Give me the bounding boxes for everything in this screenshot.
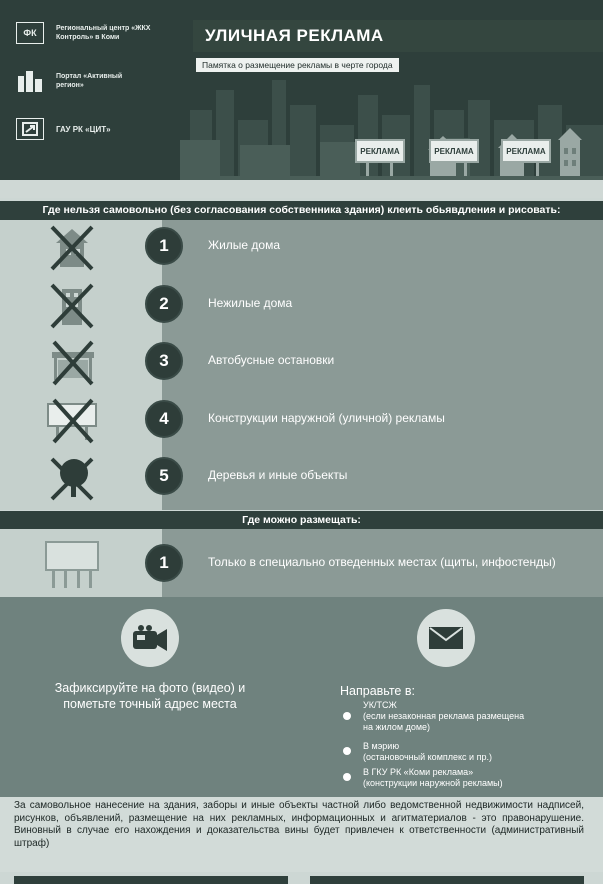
building-crossed-icon <box>44 281 100 329</box>
send-item-note: (если незаконная реклама размещена на жилом доме) <box>363 711 525 732</box>
send-item-uk <box>363 700 533 733</box>
logo-text-cit: ГАУ РК «ЦИТ» <box>56 124 111 134</box>
bottom-bar-left <box>14 876 288 884</box>
header <box>0 0 603 180</box>
active-region-logo-icon <box>16 70 44 92</box>
send-item-note: (остановочный комплекс и пр.) <box>363 752 492 762</box>
list-item <box>0 334 603 390</box>
billboard-label-3: РЕКЛАМА <box>506 147 546 156</box>
cit-logo-icon <box>16 118 44 140</box>
billboard-label-2: РЕКЛАМА <box>434 147 474 156</box>
list-item <box>0 392 603 448</box>
bullet-dot <box>343 773 351 781</box>
item-number: 4 <box>145 400 183 438</box>
item-label: Автобусные остановки <box>208 353 335 367</box>
zhkh-logo-icon: ФК <box>16 22 44 44</box>
logo-text-zhkh: Региональный центр «ЖКХ Контроль» в Коми <box>56 25 151 41</box>
item-label: Конструкции наружной (уличной) рекламы <box>208 411 445 425</box>
logo-active-region[interactable] <box>16 70 141 92</box>
item-number: 3 <box>145 342 183 380</box>
tree-crossed-icon <box>44 453 100 501</box>
send-item-komi-reklama <box>363 767 563 789</box>
page-title: УЛИЧНАЯ РЕКЛАМА <box>205 26 384 45</box>
video-camera-icon <box>121 609 179 667</box>
item-number: 2 <box>145 285 183 323</box>
city-skyline-illustration <box>180 70 603 180</box>
bus-stop-crossed-icon <box>44 338 100 386</box>
logo-gau-cit[interactable] <box>16 118 111 140</box>
record-instruction: Зафиксируйте на фото (видео) и пометьте точный адрес места <box>54 681 246 711</box>
item-number: 5 <box>145 457 183 495</box>
logo-zhkh-control[interactable] <box>16 22 151 44</box>
logo-text-active-region: Портал «Активный регион» <box>56 73 123 89</box>
list-item <box>0 534 603 594</box>
send-title: Направьте в: <box>340 684 415 698</box>
bottom-bar-right <box>310 876 584 884</box>
send-item-city-hall <box>363 741 553 763</box>
item-number: 1 <box>145 227 183 265</box>
send-item-title: В мэрию <box>363 741 400 751</box>
item-label: Жилые дома <box>208 238 281 252</box>
item-label: Деревья и иные объекты <box>208 468 348 482</box>
bullet-dot <box>343 747 351 755</box>
list-item <box>0 449 603 505</box>
page-subtitle: Памятка о размещение рекламы в черте города <box>196 58 399 72</box>
envelope-icon <box>417 609 475 667</box>
send-item-title: В ГКУ РК «Коми реклама» <box>363 767 474 777</box>
item-number: 1 <box>145 544 183 582</box>
billboard-crossed-icon <box>44 396 100 444</box>
send-item-title: УК/ТСЖ <box>363 700 397 710</box>
list-item <box>0 219 603 275</box>
billboard-label-1: РЕКЛАМА <box>360 147 400 156</box>
item-label: Только в специально отведенных местах (щиты, инфостенды) <box>208 555 556 569</box>
forbidden-heading: Где нельзя самовольно (без согласования собственника здания) клеить обьявдления и рисовать: <box>0 201 603 220</box>
house-crossed-icon <box>44 223 100 271</box>
list-item <box>0 277 603 333</box>
send-item-note: (конструкции наружной рекламы) <box>363 778 503 788</box>
bullet-dot <box>343 712 351 720</box>
info-stand-icon <box>44 536 100 584</box>
allowed-heading: Где можно размещать: <box>0 511 603 529</box>
footer-warning-text: За самовольное нанесение на здания, заборы и иные объекты частной либо ведомственной недвижимости надписей, рисунков, объявлений, размещение на них рекламных, информационных и агитматериалов - это правонарушение. Виновный в случае его нахождения и доказательства вины будет привлечен к ответственности (административный штраф) <box>14 800 584 849</box>
footer <box>0 797 603 872</box>
divider-band <box>0 180 603 198</box>
item-label: Нежилые дома <box>208 296 293 310</box>
